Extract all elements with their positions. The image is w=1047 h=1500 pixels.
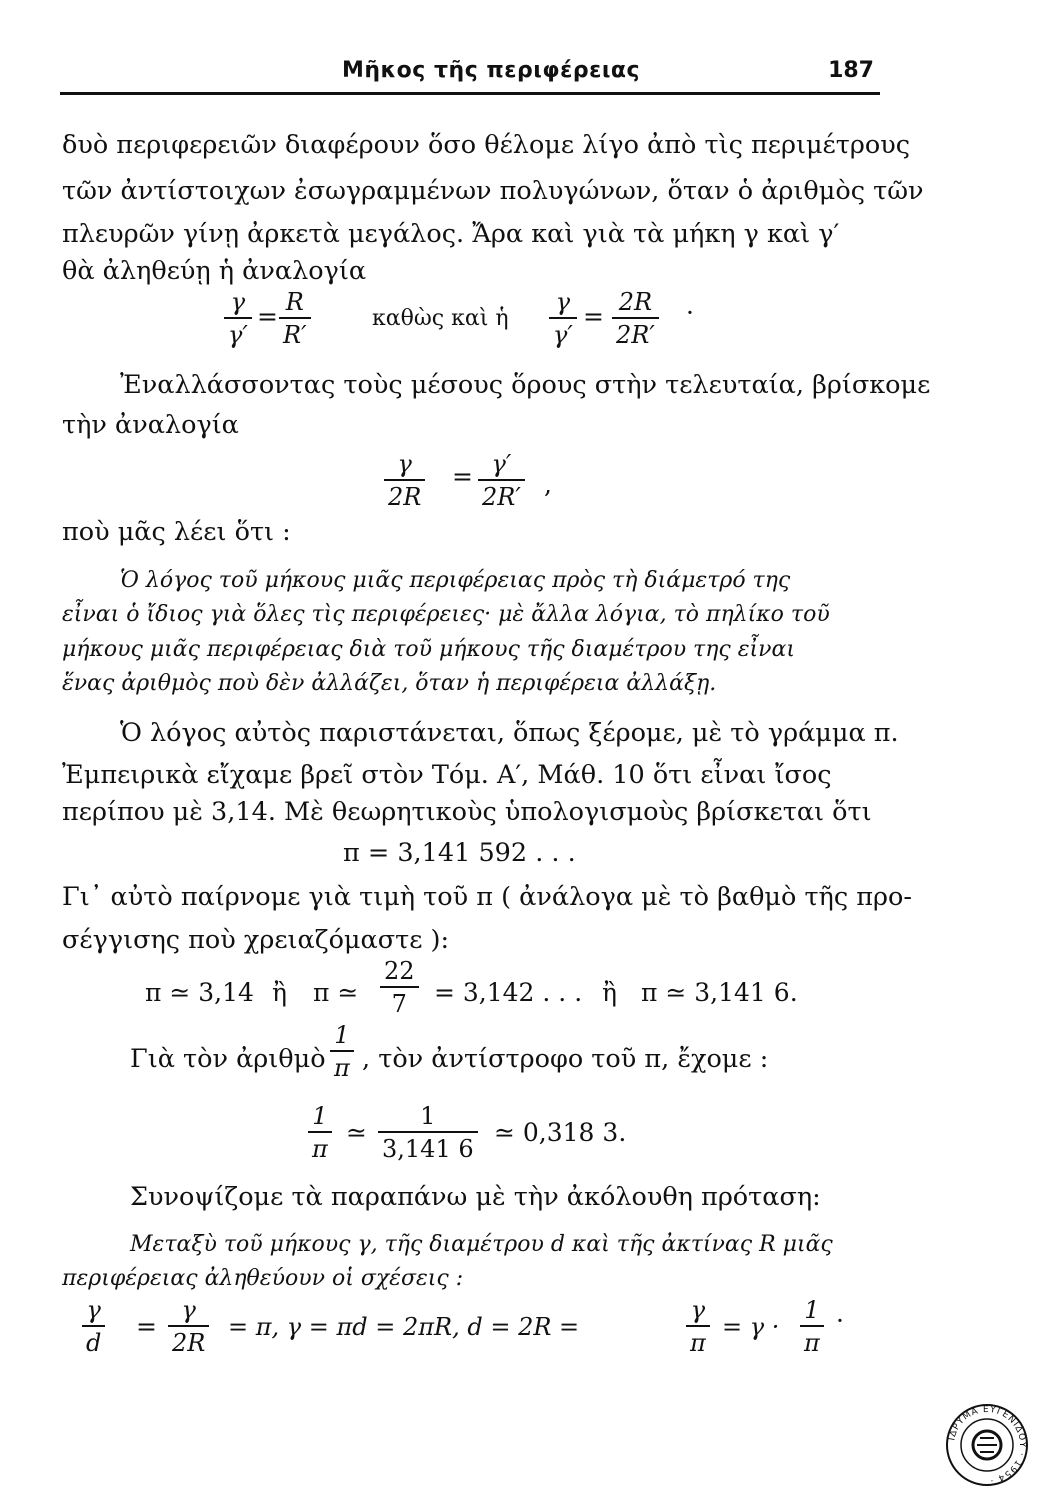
text-line: τῶν ἀντίστοιχων ἐσωγραμμένων πολυγώνων, ὅταν ὁ ἀριθμὸς τῶν bbox=[62, 176, 924, 206]
running-header bbox=[60, 58, 880, 94]
theorem-line: Μεταξὺ τοῦ μήκους γ, τῆς διαμέτρου d καὶ τῆς ἀκτίνας R μιᾶς bbox=[130, 1232, 833, 1257]
fraction: 1 3,141 6 bbox=[378, 1103, 478, 1162]
fraction: 1 π bbox=[330, 1022, 354, 1081]
foundation-seal-stamp bbox=[944, 1402, 1030, 1488]
fraction: 2R 2R′ bbox=[612, 289, 659, 348]
text-line: Ἐναλλάσσοντας τοὺς μέσους ὅρους στὴν τελευταία, βρίσκομε bbox=[120, 370, 931, 400]
theorem-line: μήκους μιᾶς περιφέρειας διὰ τοῦ μήκους τῆς διαμέτρου της εἶναι bbox=[62, 637, 796, 662]
text-line: Ὁ λόγος αὐτὸς παριστάνεται, ὅπως ξέρομε, μὲ τὸ γράμμα π. bbox=[120, 718, 899, 748]
fraction: 22 7 bbox=[380, 958, 419, 1017]
fraction: 1 π bbox=[800, 1297, 824, 1356]
theorem-line: εἶναι ὁ ἴδιος γιὰ ὅλες τὶς περιφέρειες· μὲ ἄλλα λόγια, τὸ πηλίκο τοῦ bbox=[62, 602, 830, 627]
fraction: γ π bbox=[686, 1297, 710, 1356]
header-title: Μῆκος τῆς περιφέρειας bbox=[342, 58, 641, 83]
theorem-line: Ὁ λόγος τοῦ μήκους μιᾶς περιφέρειας πρὸς τὴ διάμετρό της bbox=[120, 568, 791, 593]
fraction: 1 π bbox=[308, 1103, 332, 1162]
text-line: σέγγισης ποὺ χρειαζόμαστε ): bbox=[62, 925, 450, 955]
fraction: γ d bbox=[82, 1297, 105, 1356]
text-line: ποὺ μᾶς λέει ὅτι : bbox=[62, 517, 291, 547]
text-line: πλευρῶν γίνῃ ἀρκετὰ μεγάλος. Ἄρα καὶ γιὰ τὰ μήκη γ καὶ γ′ bbox=[62, 219, 840, 249]
theorem-line: ἕνας ἀριθμὸς ποὺ δὲν ἀλλάζει, ὅταν ἡ περιφέρεια ἀλλάξῃ. bbox=[62, 671, 717, 696]
header-rule bbox=[60, 92, 880, 95]
text-line: δυὸ περιφερειῶν διαφέρουν ὅσο θέλομε λίγο ἀπὸ τὶς περιμέτρους bbox=[62, 130, 910, 160]
fraction: γ 2R bbox=[168, 1297, 209, 1356]
theorem-line: περιφέρειας ἀληθεύουν οἱ σχέσεις : bbox=[62, 1266, 464, 1291]
fraction: γ 2R bbox=[384, 451, 425, 510]
text-line: Γι᾽ αὐτὸ παίρνομε γιὰ τιμὴ τοῦ π ( ἀνάλογα μὲ τὸ βαθμὸ τῆς προ- bbox=[62, 882, 912, 912]
text-line: θὰ ἀληθεύῃ ἡ ἀναλογία bbox=[62, 256, 367, 286]
text-line: Συνοψίζομε τὰ παραπάνω μὲ τὴν ἀκόλουθη πρόταση: bbox=[130, 1182, 821, 1212]
text-line: περίπου μὲ 3,14. Μὲ θεωρητικοὺς ὑπολογισμοὺς βρίσκεται ὅτι bbox=[62, 797, 872, 827]
fraction: R R′ bbox=[279, 289, 311, 348]
text-line: Ἐμπειρικὰ εἴχαμε βρεῖ στὸν Τόμ. Α′, Μάθ. 10 ὅτι εἶναι ἴσος bbox=[62, 760, 832, 790]
book-page: Μῆκος τῆς περιφέρειας 187 δυὸ περιφερειῶν διαφέρουν ὅσο θέλομε λίγο ἀπὸ τὶς περιμέτρους τῶν ἀντίστοιχων ἐσωγραμμένων πολυγώνων, ὅταν ὁ ἀριθμὸς τῶν πλευρῶν γίνῃ ἀρκετὰ μεγάλος. Ἄρα καὶ γιὰ τὰ μήκη γ καὶ γ′ θὰ ἀληθεύῃ ἡ ἀναλογία γ γ′ = R R′ καθὼς καὶ ἡ γ γ′ = 2R 2R′ · Ἐναλλάσσοντας τοὺς μέσους ὅρους στὴν τελευταία, βρίσκομε τὴν ἀναλογία γ 2R = γ′ 2R′ , ποὺ μᾶς λέει ὅτι : Ὁ λόγος τοῦ μήκους μιᾶς περιφέρειας πρὸς τὴ διάμετρό της εἶναι ὁ ἴδιος γιὰ ὅλες τὶς περιφέρειες· μὲ ἄλλα λόγια, τὸ πηλίκο τοῦ μήκους μιᾶς περιφέρειας διὰ τοῦ μήκους τῆς διαμέτρου της εἶναι ἕνας ἀριθμὸς ποὺ δὲν ἀλλάζει, ὅταν ἡ περιφέρεια ἀλλάξῃ. Ὁ λόγος αὐτὸς παριστάνεται, ὅπως ξέρομε, μὲ τὸ γράμμα π. Ἐμπειρικὰ εἴχαμε βρεῖ στὸν Τόμ. Α′, Μάθ. 10 ὅτι εἶναι ἴσος περίπου μὲ 3,14. Μὲ θεωρητικοὺς ὑπολογισμοὺς βρίσκεται ὅτι π = 3,141 592 . . . Γι᾽ αὐτὸ παίρνομε γιὰ τιμὴ τοῦ π ( ἀνάλογα μὲ τὸ βαθμὸ τῆς προ- σέγγισης ποὺ χρειαζόμαστε ): π ≃ 3,14 ἢ π ≃ 22 7 = 3,142 . . . ἢ π ≃ 3,141 6. Γιὰ τὸν ἀριθμὸ 1 π , τὸν ἀντίστροφο τοῦ π, ἔχομε : 1 π ≃ 1 3,141 6 ≃ 0,318 3. Συνοψίζομε τὰ παραπάνω μὲ τὴν ἀκόλουθη πρόταση: Μεταξὺ τοῦ μήκους γ, τῆς διαμέτρου d καὶ τῆς ἀκτίνας R μιᾶς περιφέρειας ἀληθεύουν οἱ σχέσεις : γ d = γ 2R = π, γ = πd = 2πR, d = 2R = γ π = γ · 1 π · ΙΔΡΥΜΑ ΕΥΓΕΝΙΔΟΥ · 1954 · bbox=[0, 0, 1047, 1500]
text-line: τὴν ἀναλογία bbox=[62, 410, 239, 440]
fraction: γ γ′ bbox=[224, 289, 252, 348]
svg-text:ΙΔΡΥΜΑ ΕΥΓΕΝΙΔΟΥ · 1954 ·: ΙΔΡΥΜΑ ΕΥΓΕΝΙΔΟΥ · 1954 · bbox=[947, 1404, 1028, 1485]
equation-pi-value: π = 3,141 592 . . . bbox=[343, 838, 576, 868]
page-number: 187 bbox=[828, 58, 874, 83]
fraction: γ′ 2R′ bbox=[478, 451, 525, 510]
fraction: γ γ′ bbox=[549, 289, 577, 348]
